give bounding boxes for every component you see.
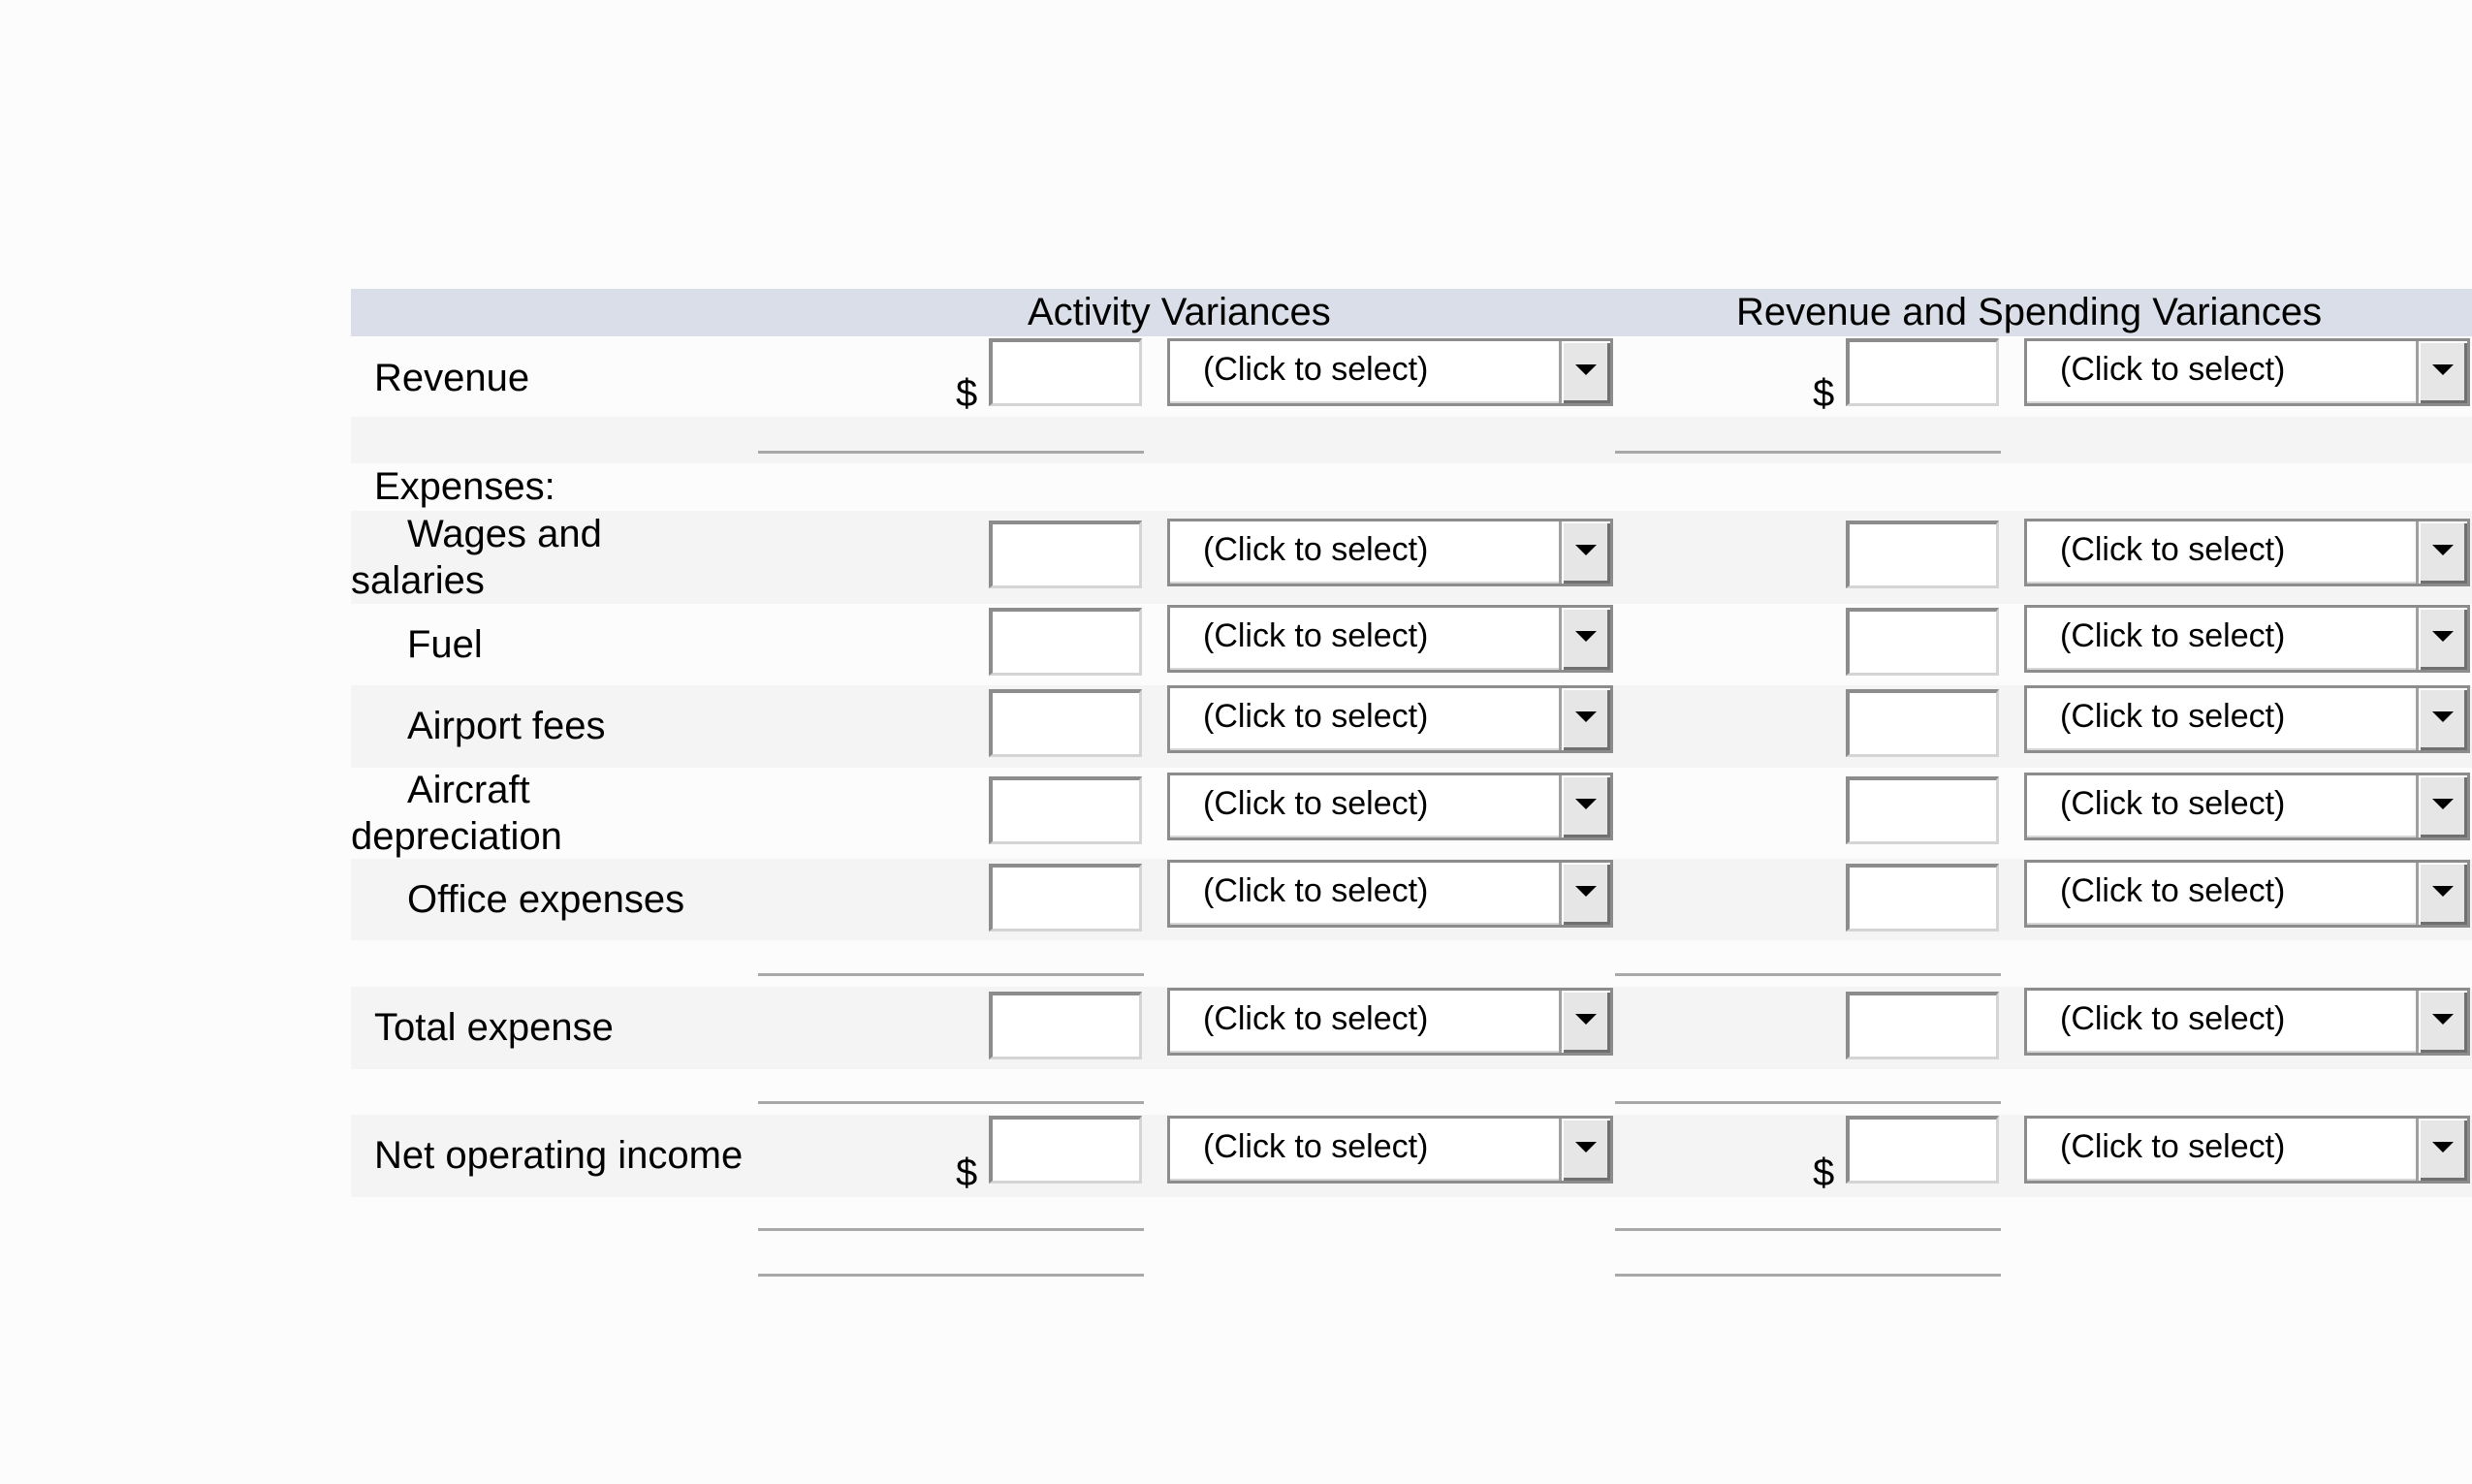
- net-operating-income-activity-amount-input[interactable]: [989, 1116, 1142, 1184]
- total-expense-activity-amount-input[interactable]: [989, 992, 1142, 1059]
- office-expenses-spending-variance-select[interactable]: [2024, 860, 2470, 928]
- dropdown-arrow-icon[interactable]: [2416, 863, 2467, 925]
- revenue-spending-variances-header: Revenue and Spending Variances: [1736, 291, 2323, 333]
- revenue-spending-amount-input[interactable]: [1846, 338, 1999, 406]
- select-value: (Click to select): [1203, 698, 1429, 735]
- select-value: (Click to select): [1203, 617, 1429, 654]
- dropdown-arrow-icon[interactable]: [2416, 1119, 2467, 1181]
- dropdown-arrow-icon[interactable]: [1559, 775, 1610, 837]
- airport-fees-activity-amount-input[interactable]: [989, 689, 1142, 757]
- select-value: (Click to select): [2060, 698, 2286, 735]
- select-value: (Click to select): [1203, 531, 1429, 568]
- aircraft-depreciation-activity-variance-select[interactable]: [1167, 773, 1613, 840]
- select-value: (Click to select): [2060, 872, 2286, 909]
- row-stripe: [351, 417, 2472, 463]
- dropdown-arrow-icon[interactable]: [1559, 991, 1610, 1053]
- office-expenses-spending-amount-input[interactable]: [1846, 864, 1999, 931]
- select-value: (Click to select): [2060, 1000, 2286, 1037]
- airport-fees-spending-variance-select[interactable]: [2024, 685, 2470, 753]
- dropdown-arrow-icon[interactable]: [1559, 608, 1610, 670]
- wages-spending-variance-select[interactable]: [2024, 519, 2470, 586]
- revenue-activity-variance-select[interactable]: [1167, 338, 1613, 406]
- select-value: (Click to select): [2060, 785, 2286, 822]
- row-label-aircraft-line2: depreciation: [351, 815, 562, 858]
- select-value: (Click to select): [2060, 531, 2286, 568]
- currency-symbol: $: [1813, 372, 1835, 415]
- fuel-activity-variance-select[interactable]: [1167, 605, 1613, 673]
- dropdown-arrow-icon[interactable]: [2416, 991, 2467, 1053]
- select-value: (Click to select): [1203, 351, 1429, 388]
- row-label-total-expense: Total expense: [374, 1006, 614, 1049]
- net-operating-income-spending-amount-input[interactable]: [1846, 1116, 1999, 1184]
- underline-rule: [1615, 451, 2001, 454]
- net-operating-income-spending-variance-select[interactable]: [2024, 1116, 2470, 1184]
- dropdown-arrow-icon[interactable]: [1559, 341, 1610, 403]
- dropdown-arrow-icon[interactable]: [2416, 775, 2467, 837]
- double-underline-rule: [1615, 1228, 2001, 1231]
- row-label-airport-fees: Airport fees: [407, 705, 606, 747]
- row-label-revenue: Revenue: [374, 357, 530, 399]
- underline-rule: [1615, 973, 2001, 976]
- dropdown-arrow-icon[interactable]: [1559, 1119, 1610, 1181]
- dropdown-arrow-icon[interactable]: [1559, 688, 1610, 750]
- aircraft-depreciation-activity-amount-input[interactable]: [989, 776, 1142, 844]
- row-label-wages-line1: Wages and: [407, 513, 602, 555]
- row-label-wages-line2: salaries: [351, 559, 485, 602]
- row-label-aircraft-line1: Aircraft: [407, 769, 530, 811]
- airport-fees-activity-variance-select[interactable]: [1167, 685, 1613, 753]
- dropdown-arrow-icon[interactable]: [2416, 688, 2467, 750]
- row-label-net-operating-income: Net operating income: [374, 1134, 744, 1177]
- fuel-spending-variance-select[interactable]: [2024, 605, 2470, 673]
- aircraft-depreciation-spending-variance-select[interactable]: [2024, 773, 2470, 840]
- fuel-spending-amount-input[interactable]: [1846, 608, 1999, 676]
- dropdown-arrow-icon[interactable]: [2416, 521, 2467, 584]
- office-expenses-activity-amount-input[interactable]: [989, 864, 1142, 931]
- wages-spending-amount-input[interactable]: [1846, 521, 1999, 588]
- wages-activity-variance-select[interactable]: [1167, 519, 1613, 586]
- select-value: (Click to select): [2060, 351, 2286, 388]
- underline-rule: [758, 973, 1144, 976]
- dropdown-arrow-icon[interactable]: [1559, 521, 1610, 584]
- double-underline-rule: [1615, 1274, 2001, 1277]
- underline-rule: [758, 1101, 1144, 1104]
- net-operating-income-activity-variance-select[interactable]: [1167, 1116, 1613, 1184]
- underline-rule: [1615, 1101, 2001, 1104]
- dropdown-arrow-icon[interactable]: [2416, 341, 2467, 403]
- row-label-office-expenses: Office expenses: [407, 878, 685, 921]
- currency-symbol: $: [956, 1152, 978, 1194]
- revenue-spending-variance-select[interactable]: [2024, 338, 2470, 406]
- double-underline-rule: [758, 1274, 1144, 1277]
- revenue-activity-amount-input[interactable]: [989, 338, 1142, 406]
- wages-activity-amount-input[interactable]: [989, 521, 1142, 588]
- underline-rule: [758, 451, 1144, 454]
- airport-fees-spending-amount-input[interactable]: [1846, 689, 1999, 757]
- activity-variances-header: Activity Variances: [1028, 291, 1331, 333]
- select-value: (Click to select): [1203, 872, 1429, 909]
- select-value: (Click to select): [2060, 1128, 2286, 1165]
- fuel-activity-amount-input[interactable]: [989, 608, 1142, 676]
- select-value: (Click to select): [1203, 785, 1429, 822]
- total-expense-spending-amount-input[interactable]: [1846, 992, 1999, 1059]
- dropdown-arrow-icon[interactable]: [1559, 863, 1610, 925]
- select-value: (Click to select): [2060, 617, 2286, 654]
- total-expense-activity-variance-select[interactable]: [1167, 988, 1613, 1056]
- dropdown-arrow-icon[interactable]: [2416, 608, 2467, 670]
- total-expense-spending-variance-select[interactable]: [2024, 988, 2470, 1056]
- row-label-expenses: Expenses:: [374, 465, 555, 508]
- currency-symbol: $: [1813, 1152, 1835, 1194]
- row-label-fuel: Fuel: [407, 623, 483, 666]
- double-underline-rule: [758, 1228, 1144, 1231]
- select-value: (Click to select): [1203, 1000, 1429, 1037]
- select-value: (Click to select): [1203, 1128, 1429, 1165]
- aircraft-depreciation-spending-amount-input[interactable]: [1846, 776, 1999, 844]
- office-expenses-activity-variance-select[interactable]: [1167, 860, 1613, 928]
- currency-symbol: $: [956, 372, 978, 415]
